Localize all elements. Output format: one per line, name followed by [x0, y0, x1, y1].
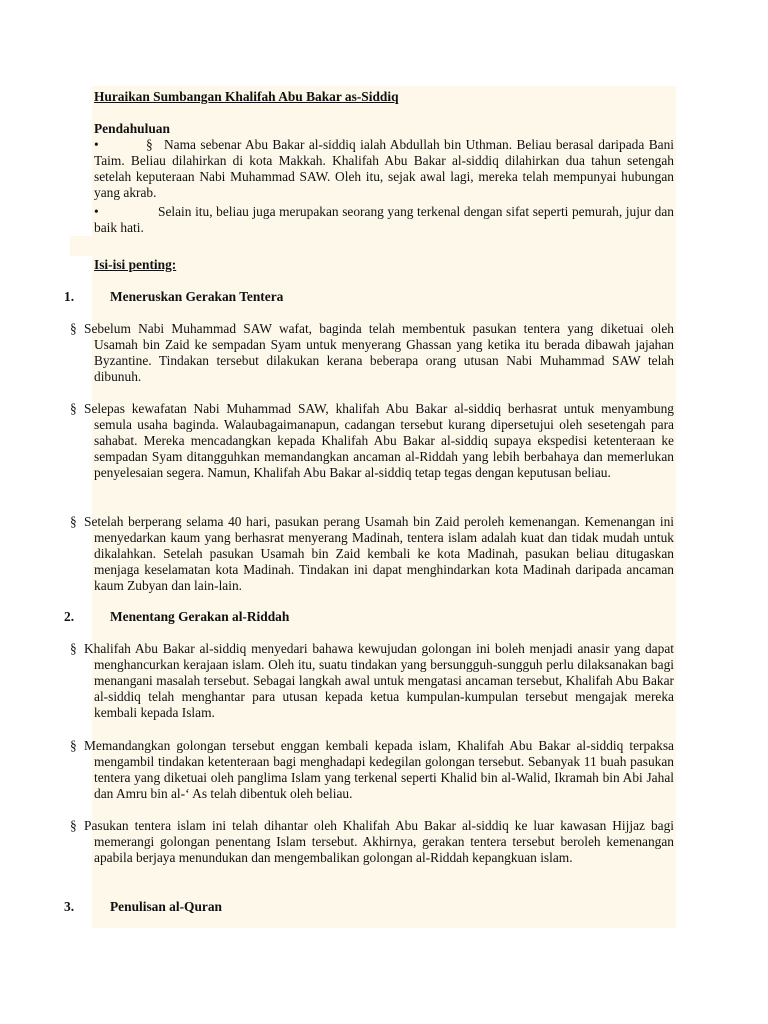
section-mark-icon: §	[70, 321, 77, 336]
section-2-heading: Menentang Gerakan al-Riddah	[110, 609, 290, 624]
key-points-heading: Isi-isi penting:	[94, 257, 177, 272]
section-1-paragraph-3	[70, 514, 674, 594]
intro-bullet-1-text: Nama sebenar Abu Bakar al-siddiq ialah Abdullah bin Uthman. Beliau berasal daripada Bani Taim. Beliau dilahirkan di kota Makkah. Khalifah Abu Bakar al-siddiq dilahirkan dua tahun setengah setelah keputeraan Nabi Muhammad SAW. Oleh itu, sejak awal lagi, mereka telah mempunyai hubungan yang akrab.	[94, 137, 674, 200]
bullet-icon: •	[94, 204, 99, 219]
section-mark-icon: §	[146, 137, 153, 152]
paragraph-text: Sebelum Nabi Muhammad SAW wafat, baginda telah membentuk pasukan tentera yang diketuai oleh Usamah bin Zaid ke sempadan Syam untuk menyerang Ghassan yang ketika itu berada dibawah jajahan Byzantine. Tindakan tersebut dilakukan kerana beberapa orang utusan Nabi Muhammad SAW telah dibunuh.	[84, 321, 674, 384]
section-mark-icon: §	[70, 641, 77, 656]
section-1-paragraph-1	[70, 321, 674, 385]
section-mark-icon: §	[70, 818, 77, 833]
intro-heading: Pendahuluan	[94, 121, 170, 136]
section-mark-icon: §	[70, 738, 77, 753]
intro-bullet-1	[94, 137, 674, 201]
intro-bullet-2	[94, 204, 674, 236]
section-3-heading: Penulisan al-Quran	[110, 899, 222, 914]
section-2-number: 2.	[64, 609, 75, 624]
paragraph-text: Selepas kewafatan Nabi Muhammad SAW, khalifah Abu Bakar al-siddiq berhasrat untuk menyambung semula usaha baginda. Walaubagaimanapun, cadangan tersebut kurang dipersetujui oleh sesetengah para sahabat. Mereka mencadangkan kepada Khalifah Abu Bakar al-siddiq supaya ekspedisi ketenteraan ke sempadan Syam ditangguhkan memandangkan ancaman al-Riddah yang lebih berbahaya dan memerlukan penyelesaian segera. Namun, Khalifah Abu Bakar al-siddiq tetap tegas dengan keputusan beliau.	[84, 401, 674, 480]
paragraph-text: Pasukan tentera islam ini telah dihantar oleh Khalifah Abu Bakar al-siddiq ke luar kawasan Hijjaz bagi memerangi golongan penentang Islam tersebut. Akhirnya, gerakan tentera tersebut beroleh kemenangan apabila berjaya menundukan dan mengembalikan golongan al-Riddah kepangkuan islam.	[84, 818, 674, 865]
section-2-paragraph-3	[70, 818, 674, 866]
section-1-paragraph-2	[70, 401, 674, 481]
section-mark-icon: §	[70, 401, 77, 416]
section-3-number: 3.	[64, 899, 75, 914]
paragraph-text: Setelah berperang selama 40 hari, pasukan perang Usamah bin Zaid peroleh kemenangan. Kemenangan ini menyedarkan kaum yang berhasrat menyerang Madinah, tentera islam adalah kuat dan tidak mudah untuk dikalahkan. Setelah pasukan Usamah bin Zaid kembali ke kota Madinah, pasukan beliau ditugaskan menjaga keselamatan kota Madinah. Tindakan ini dapat menghindarkan kota Madinah daripada ancaman kaum Zubyan dan lain-lain.	[84, 514, 674, 593]
shade-gap	[70, 236, 676, 256]
section-mark-icon: §	[70, 514, 77, 529]
section-2-paragraph-1	[70, 641, 674, 721]
paragraph-text: Khalifah Abu Bakar al-siddiq menyedari bahawa kewujudan golongan ini boleh menjadi anasir yang dapat menghancurkan kerajaan islam. Oleh itu, suatu tindakan yang bersungguh-sungguh perlu dilaksanakan bagi menangani masalah tersebut. Sebagai langkah awal untuk mengatasi ancaman tersebut, Khalifah Abu Bakar al-siddiq telah menghantar para utusan kepada ketua kumpulan-kumpulan tersebut mengajak mereka kembali kepada Islam.	[84, 641, 674, 720]
bullet-icon: •	[94, 137, 99, 152]
paragraph-text: Memandangkan golongan tersebut enggan kembali kepada islam, Khalifah Abu Bakar al-siddiq terpaksa mengambil tindakan ketenteraan bagi menghadapi kedegilan golongan tersebut. Sebanyak 11 buah pasukan tentera yang diketuai oleh panglima Islam yang terkenal seperti Khalid bin al-Walid, Ikramah bin Abi Jahal dan Amru bin al-‘ As telah dibentuk oleh beliau.	[84, 738, 674, 801]
section-1-number: 1.	[64, 289, 75, 304]
section-2-paragraph-2	[70, 738, 674, 802]
document-title: Huraikan Sumbangan Khalifah Abu Bakar as-Siddiq	[94, 89, 399, 104]
section-1-heading: Meneruskan Gerakan Tentera	[110, 289, 284, 304]
intro-bullet-2-text: Selain itu, beliau juga merupakan seorang yang terkenal dengan sifat seperti pemurah, jujur dan baik hati.	[94, 204, 674, 235]
